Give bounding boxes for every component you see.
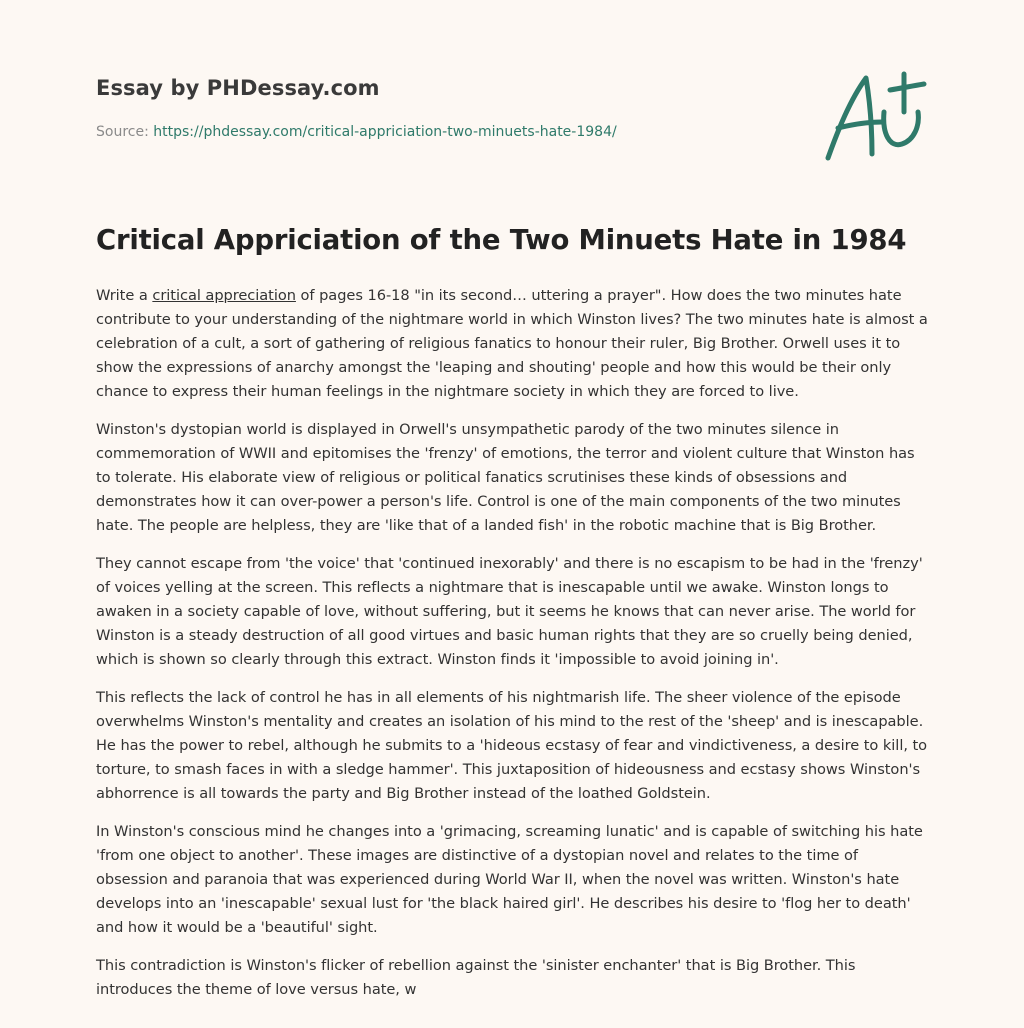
paragraph-5: In Winston's conscious mind he changes into a 'grimacing, screaming lunatic' and is capable of switching his hate 'from one object to another'. These images are distinctive of a dystopian novel and relates to the time of obsession and paranoia that was experienced during World War II, when the novel was written. Winston's hate develops into an 'inescapable' sexual lust for 'the black haired girl'. He describes his desire to 'flog her to death' and how it would be a 'beautiful' sight.	[96, 823, 923, 936]
a-plus-logo	[816, 64, 936, 168]
source-link[interactable]: https://phdessay.com/critical-appriciation-two-minuets-hate-1984/	[153, 124, 617, 140]
site-title: Essay by PHDessay.com	[96, 76, 380, 100]
paragraph-6: This contradiction is Winston's flicker of rebellion against the 'sinister enchanter' that is Big Brother. This introduces the theme of love versus hate, w	[96, 957, 856, 998]
essay-body	[96, 284, 932, 1016]
paragraph-1-intro: Write a	[96, 287, 153, 304]
paragraph-2: Winston's dystopian world is displayed in Orwell's unsympathetic parody of the two minutes silence in commemoration of WWII and epitomises the 'frenzy' of emotions, the terror and violent culture that Winston has to tolerate. His elaborate view of religious or political fanatics scrutinises these kinds of obsessions and demonstrates how it can over-power a person's life. Control is one of the main components of the two minutes hate. The people are helpless, they are 'like that of a landed fish' in the robotic machine that is Big Brother.	[96, 421, 915, 534]
essay-title: Critical Appriciation of the Two Minuets Hate in 1984	[96, 224, 907, 256]
paragraph-4: This reflects the lack of control he has in all elements of his nightmarish life. The sheer violence of the episode overwhelms Winston's mentality and creates an isolation of his mind to the rest of the 'sheep' and is inescapable. He has the power to rebel, although he submits to a 'hideous ecstasy of fear and vindictiveness, a desire to kill, to torture, to smash faces in with a sledge hammer'. This juxtaposition of hideousness and ecstasy shows Winston's abhorrence is all towards the party and Big Brother instead of the loathed Goldstein.	[96, 689, 928, 802]
paragraph-1-rest: of pages 16-18 "in its second… uttering a prayer". How does the two minutes hate contribute to your understanding of the nightmare world in which Winston lives? The two minutes hate is almost a celebration of a cult, a sort of gathering of religious fanatics to honour their ruler, Big Brother. Orwell uses it to show the expressions of anarchy amongst the 'leaping and shouting' people and how this would be their only chance to express their human feelings in the nightmare society in which they are forced to live.	[96, 287, 928, 400]
source-label: Source:	[96, 124, 149, 140]
paragraph-3: They cannot escape from 'the voice' that 'continued inexorably' and there is no escapism to be had in the 'frenzy' of voices yelling at the screen. This reflects a nightmare that is inescapable until we awake. Winston longs to awaken in a society capable of love, without suffering, but it seems he knows that can never arise. The world for Winston is a steady destruction of all good virtues and basic human rights that they are so cruelly being denied, which is shown so clearly through this extract. Winston finds it 'impossible to avoid joining in'.	[96, 555, 923, 668]
critical-appreciation-link[interactable]: critical appreciation	[152, 287, 296, 304]
a-plus-logo-icon	[816, 64, 936, 168]
source-line	[96, 124, 617, 140]
site-header	[96, 76, 796, 100]
paragraph-1	[96, 284, 932, 404]
